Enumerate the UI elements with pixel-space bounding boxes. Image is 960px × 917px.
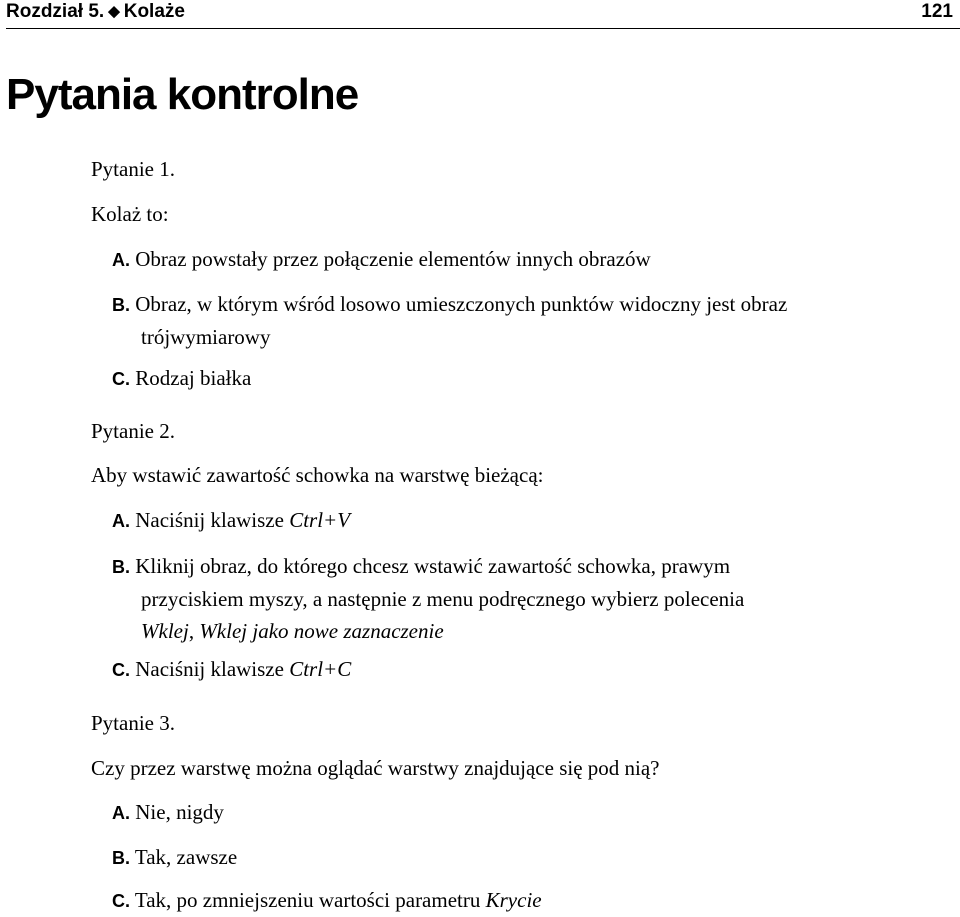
page-title: Pytania kontrolne (6, 70, 359, 119)
answer-text-continued: trójwymiarowy (141, 325, 271, 349)
answer-letter: C. (112, 369, 130, 389)
question-2-label: Pytanie 2. (91, 419, 175, 443)
question-1-label: Pytanie 1. (91, 157, 175, 181)
question-3-answer-b (112, 841, 932, 874)
answer-text: Tak, po zmniejszeniu wartości parametru (134, 888, 481, 912)
answer-text: Nie, nigdy (135, 800, 224, 824)
answer-letter: A. (112, 250, 130, 270)
command-paste: Wklej (141, 619, 189, 643)
answer-text: Tak, zawsze (134, 845, 238, 869)
answer-text: Obraz, w którym wśród losowo umieszczonych punktów widoczny jest obraz (135, 292, 788, 316)
page-number: 121 (921, 1, 953, 22)
parameter-name: Krycie (485, 888, 542, 912)
question-2-answer-a (112, 504, 932, 537)
chapter-title: Kolaże (123, 1, 185, 22)
command-paste-as-new-selection: Wklej jako nowe zaznaczenie (199, 619, 444, 643)
shortcut-key: Ctrl+C (289, 657, 352, 681)
answer-text: Naciśnij klawisze (135, 657, 284, 681)
answer-letter: C. (112, 891, 130, 911)
answer-text: Rodzaj białka (135, 366, 252, 390)
question-1-stem: Kolaż to: (91, 202, 169, 226)
question-1-answer-a (112, 243, 932, 276)
shortcut-key: Ctrl+V (289, 508, 351, 532)
answer-letter: C. (112, 660, 130, 680)
question-3-answer-c (112, 884, 932, 917)
command-separator: , (188, 619, 200, 643)
question-2-stem: Aby wstawić zawartość schowka na warstwę bieżącą: (91, 463, 544, 487)
question-1-answer-c (112, 362, 932, 395)
question-3-stem: Czy przez warstwę można oglądać warstwy znajdujące się pod nią? (91, 756, 660, 780)
answer-letter: B. (112, 557, 130, 577)
question-1-answer-b (112, 288, 932, 353)
answer-text: Obraz powstały przez połączenie elementów innych obrazów (135, 247, 651, 271)
answer-text: Naciśnij klawisze (135, 508, 284, 532)
answer-letter: A. (112, 803, 130, 823)
answer-letter: A. (112, 511, 130, 531)
answer-letter: B. (112, 848, 130, 868)
question-3-answer-a (112, 796, 932, 829)
answer-commands (112, 615, 932, 647)
chapter-label (6, 1, 185, 23)
chapter-number: Rozdział 5. (6, 1, 105, 22)
header-rule (6, 28, 960, 29)
question-3-label: Pytanie 3. (91, 711, 175, 735)
question-2-answer-b (112, 550, 932, 647)
answer-text: Kliknij obraz, do którego chcesz wstawić zawartość schowka, prawym (135, 554, 731, 578)
answer-text-continued: przyciskiem myszy, a następnie z menu podręcznego wybierz polecenia (141, 587, 745, 611)
question-2-answer-c (112, 653, 932, 686)
running-header (0, 0, 960, 29)
diamond-separator-icon: ◆ (108, 3, 120, 20)
answer-letter: B. (112, 295, 130, 315)
